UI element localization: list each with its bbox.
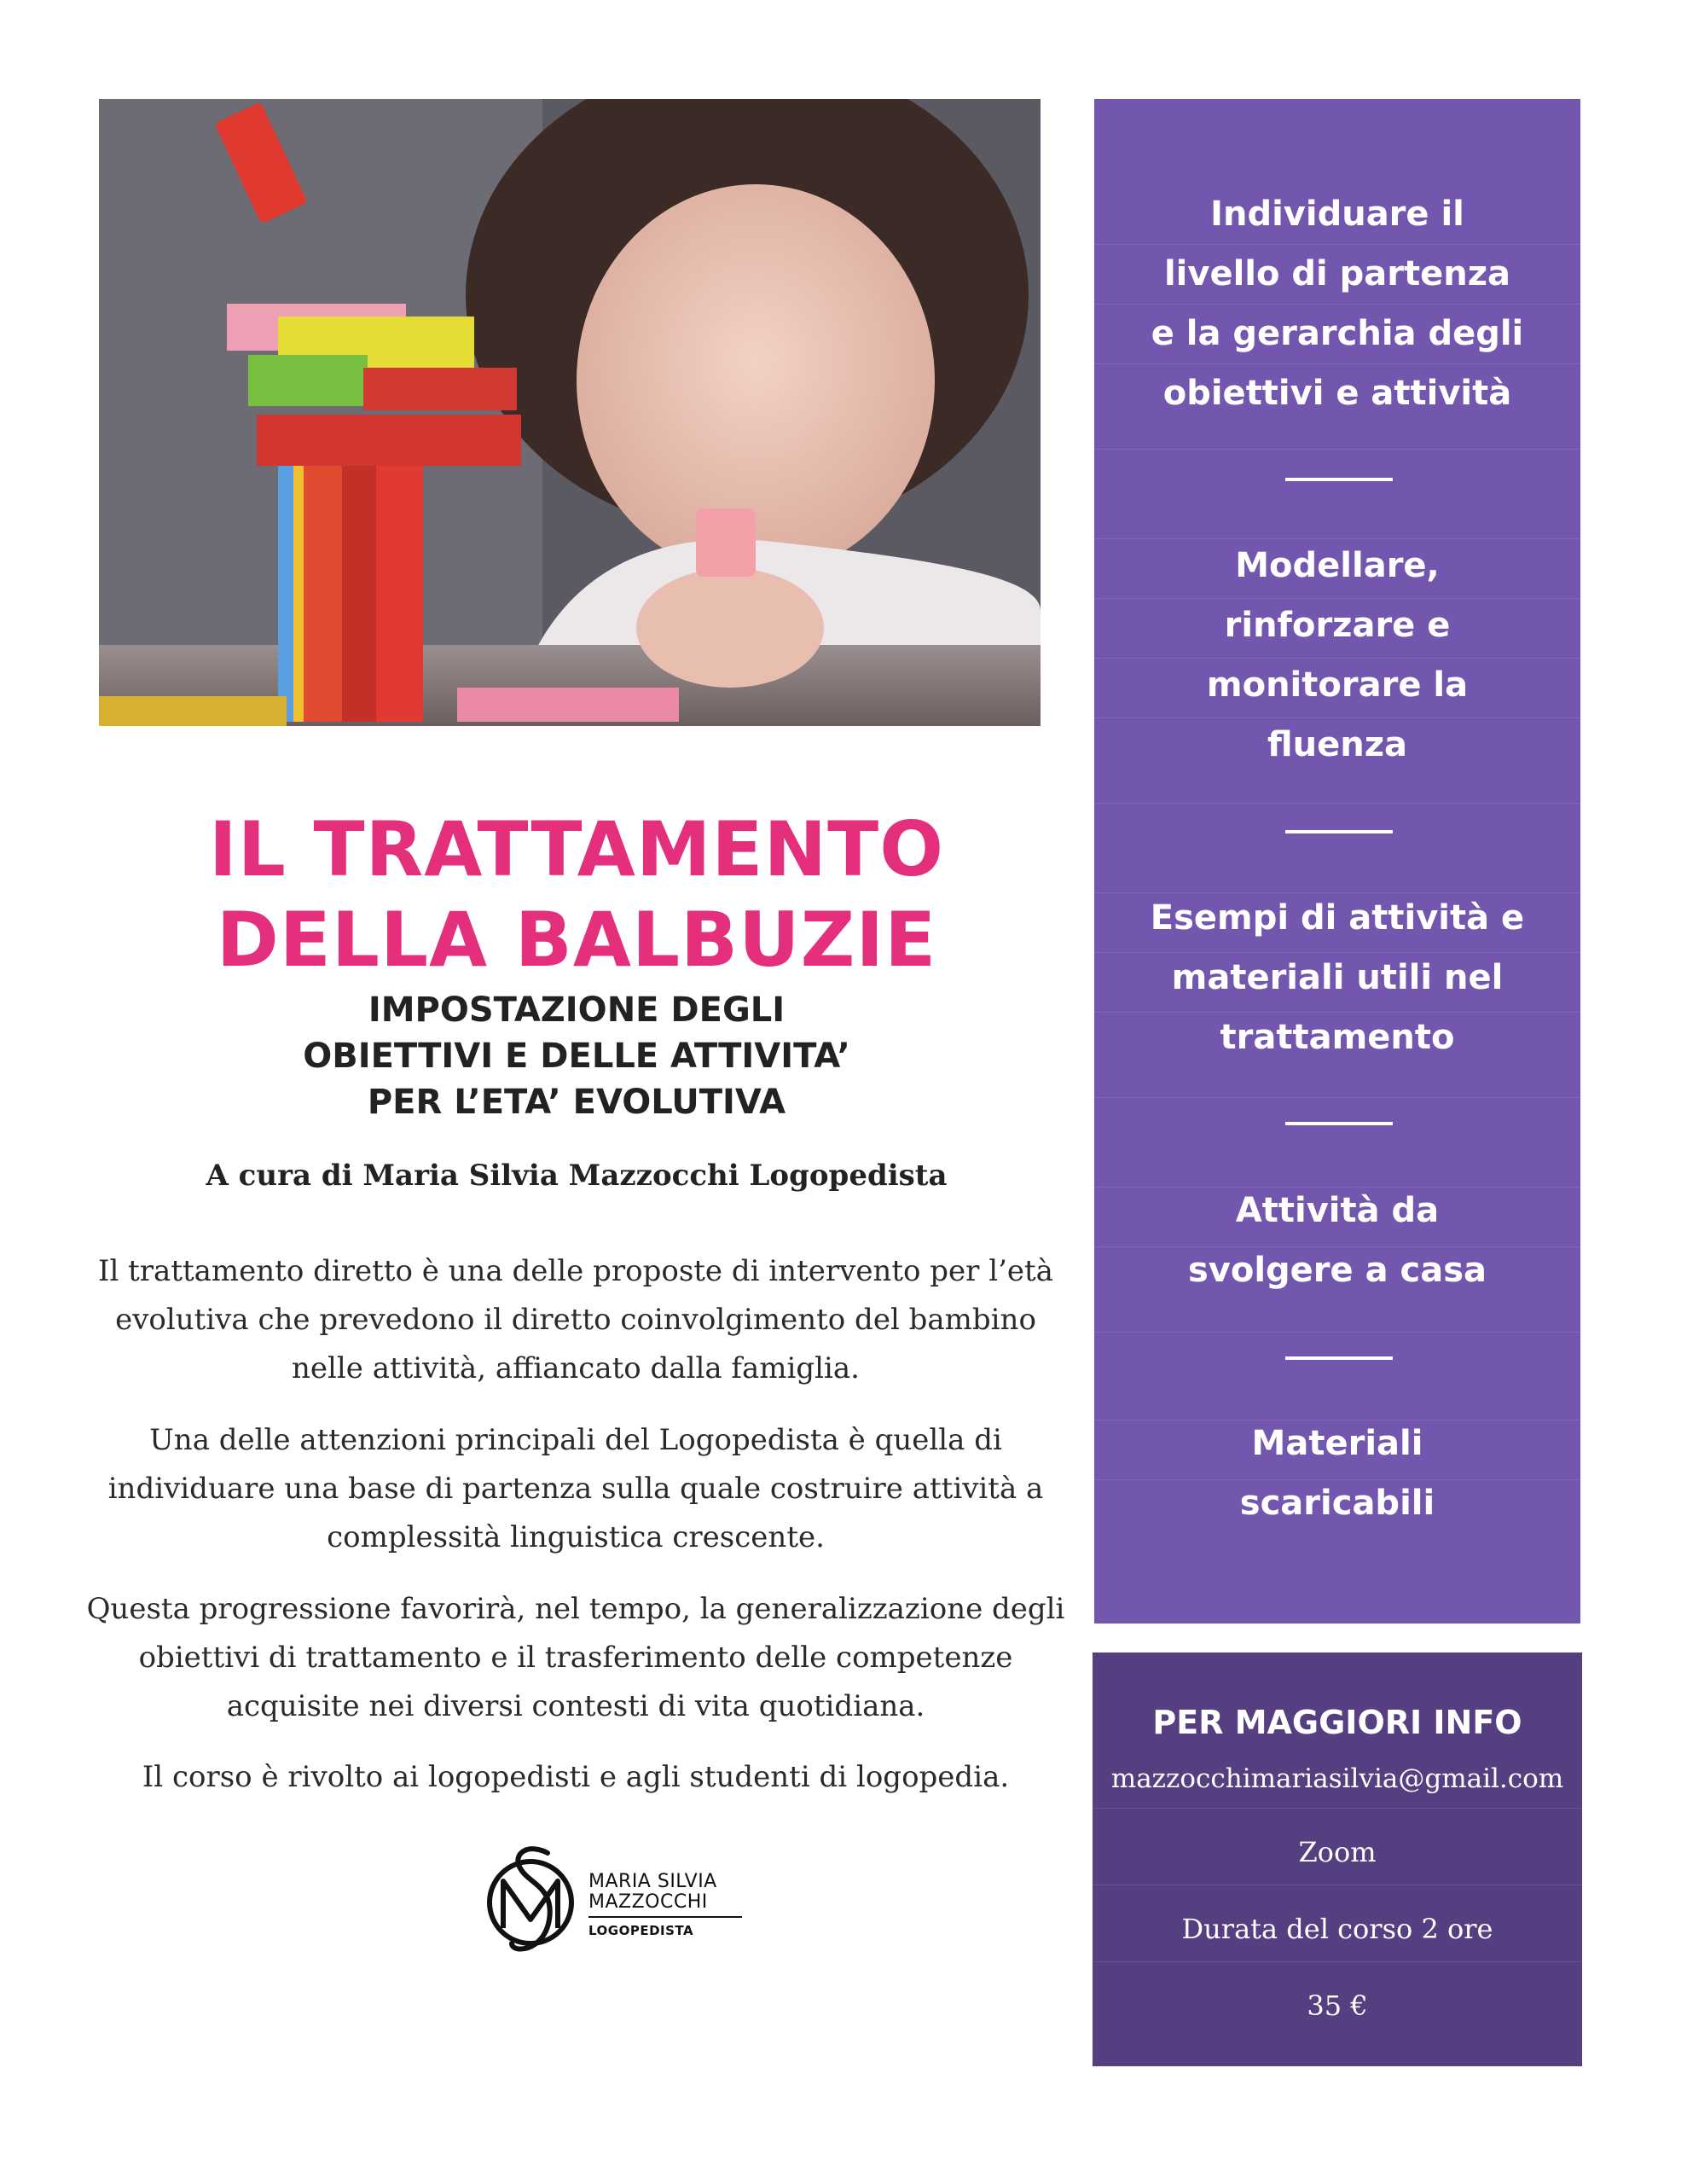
- topic-home-activities: [1094, 1181, 1580, 1300]
- row-divider: [1093, 1808, 1582, 1809]
- subtitle-line: IMPOSTAZIONE DEGLI: [368, 990, 786, 1030]
- paragraph-progression: [85, 1585, 1066, 1731]
- paragraph-line: nelle attività, affiancato dalla famiglia.: [292, 1351, 860, 1385]
- logo-name-line: MAZZOCCHI: [588, 1891, 708, 1913]
- topic-line: obiettivi e attività: [1162, 374, 1512, 413]
- row-divider: [1094, 1332, 1580, 1333]
- row-divider: [1094, 1097, 1580, 1098]
- row-divider: [1093, 1961, 1582, 1962]
- topic-line: materiali utili nel: [1171, 958, 1504, 997]
- topic-line: Esempi di attività e: [1150, 898, 1525, 938]
- price-text: 35 €: [1307, 1989, 1368, 2022]
- paragraph-line: Questa progressione favorirà, nel tempo, la generalizzazione degli: [86, 1592, 1065, 1626]
- duration-text: Durata del corso 2 ore: [1181, 1913, 1493, 1945]
- info-title: PER MAGGIORI INFO: [1152, 1704, 1522, 1741]
- paragraph-focus: [85, 1416, 1066, 1562]
- topic-starting-level: [1094, 184, 1580, 423]
- main-title-line2: DELLA BALBUZIE: [216, 896, 937, 984]
- topic-line: Modellare,: [1235, 546, 1440, 585]
- topic-line: fluenza: [1267, 725, 1407, 764]
- logo-name: [588, 1872, 717, 1913]
- hero-photo: [99, 99, 1041, 726]
- info-panel: [1093, 1653, 1582, 2066]
- topic-separator: [1285, 1356, 1393, 1360]
- topic-separator: [1285, 478, 1393, 481]
- topic-line: Attività da: [1235, 1191, 1440, 1230]
- paragraph-line: evolutiva che prevedono il diretto coinvolgimento del bambino: [115, 1303, 1036, 1337]
- topic-line: Materiali: [1251, 1424, 1423, 1463]
- paragraph-line: Una delle attenzioni principali del Logopedista è quella di: [149, 1423, 1002, 1457]
- topic-line: Individuare il: [1210, 195, 1464, 234]
- monogram-icon: [478, 1834, 588, 1971]
- subtitle-line: PER L’ETA’ EVOLUTIVA: [367, 1083, 786, 1122]
- logo-divider: [588, 1916, 742, 1918]
- topic-examples: [1094, 888, 1580, 1067]
- topic-line: scaricabili: [1239, 1484, 1435, 1523]
- row-divider: [1094, 449, 1580, 450]
- paragraph-audience: [85, 1753, 1066, 1802]
- platform-text: Zoom: [1298, 1836, 1377, 1868]
- child-with-blocks-illustration: [99, 99, 1041, 726]
- paragraph-line: individuare una base di partenza sulla quale costruire attività a: [107, 1472, 1044, 1506]
- topic-line: svolgere a casa: [1187, 1251, 1487, 1290]
- logo-subtitle: LOGOPEDISTA: [588, 1923, 694, 1938]
- paragraph-line: obiettivi di trattamento e il trasferimento delle competenze: [138, 1641, 1013, 1675]
- main-title-line1: IL TRATTAMENTO: [208, 805, 945, 893]
- topic-line: trattamento: [1220, 1018, 1455, 1057]
- topic-fluency: [1094, 536, 1580, 775]
- paragraph-line: acquisite nei diversi contesti di vita quotidiana.: [226, 1689, 925, 1723]
- subtitle-line: OBIETTIVI E DELLE ATTIVITA’: [303, 1037, 850, 1076]
- topic-downloadable-materials: [1094, 1414, 1580, 1533]
- topic-line: e la gerarchia degli: [1151, 314, 1524, 353]
- topic-line: monitorare la: [1206, 665, 1469, 705]
- paragraph-line: Il corso è rivolto ai logopedisti e agli studenti di logopedia.: [142, 1760, 1010, 1794]
- topic-line: livello di partenza: [1163, 254, 1511, 293]
- topic-separator: [1285, 830, 1393, 834]
- contact-email[interactable]: mazzocchimariasilvia@gmail.com: [1110, 1763, 1564, 1794]
- logo: [478, 1834, 751, 1971]
- paragraph-line: Il trattamento diretto è una delle proposte di intervento per l’età: [98, 1254, 1053, 1288]
- logo-name-line: MARIA SILVIA: [588, 1871, 717, 1892]
- topic-separator: [1285, 1122, 1393, 1125]
- paragraph-line: complessità linguistica crescente.: [327, 1520, 825, 1554]
- row-divider: [1094, 803, 1580, 804]
- topic-line: rinforzare e: [1224, 606, 1451, 645]
- paragraph-intro: [85, 1247, 1066, 1393]
- author-byline: A cura di Maria Silvia Mazzocchi Logopedista: [206, 1159, 948, 1193]
- topics-panel: [1094, 99, 1580, 1623]
